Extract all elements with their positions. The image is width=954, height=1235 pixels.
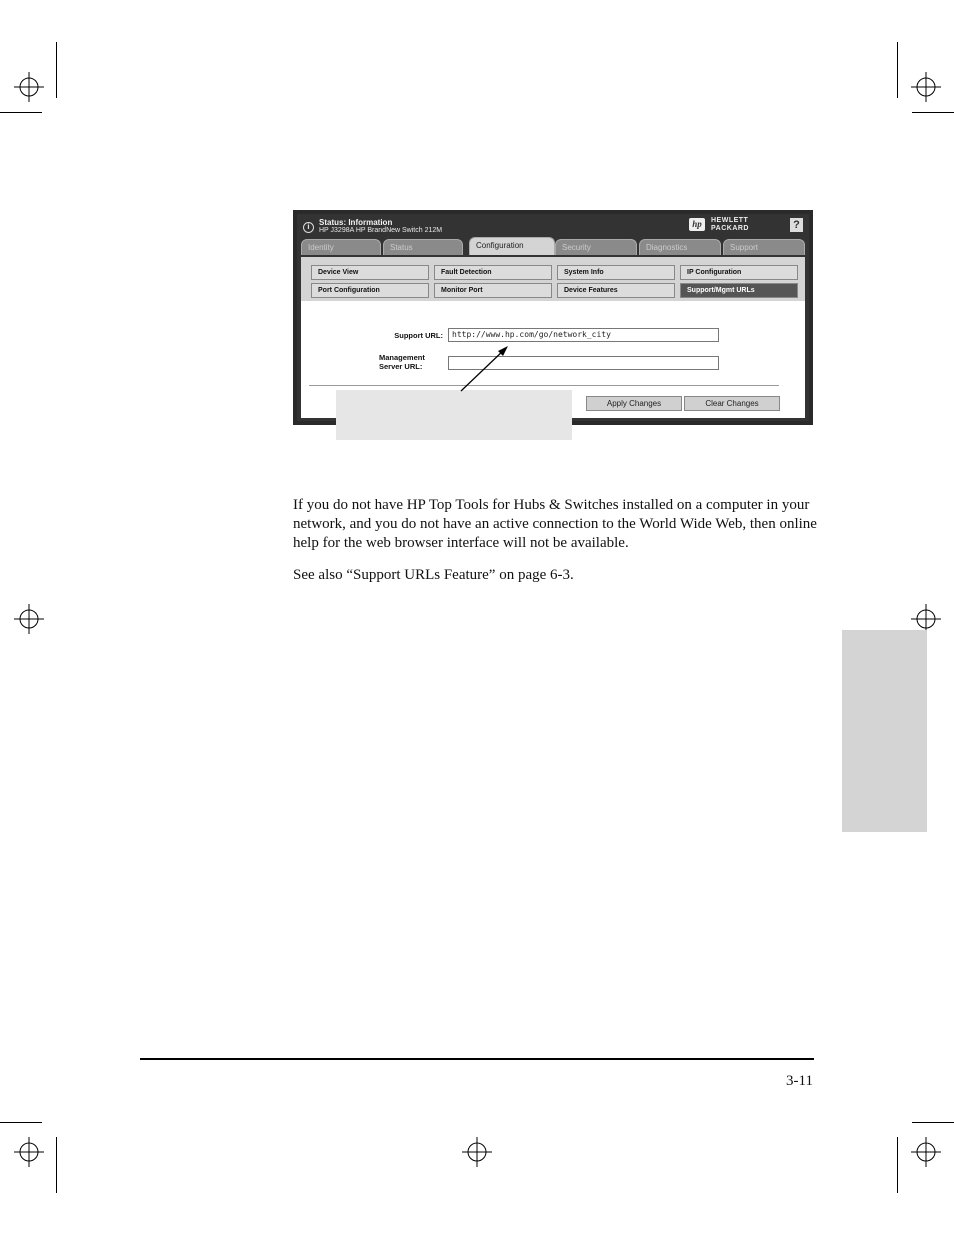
crop-mark — [912, 112, 954, 113]
help-button[interactable]: ? — [790, 218, 803, 232]
callout-box — [336, 390, 572, 440]
management-label-line2: Server URL: — [379, 362, 423, 371]
body-paragraph: If you do not have HP Top Tools for Hubs & Switches installed on a computer in your network, and you do not have an active connection to the World Wide Web, then online help for the web browser interface will not be available. — [293, 497, 817, 551]
tab-diagnostics[interactable]: Diagnostics — [639, 239, 721, 255]
chapter-thumb-tab — [842, 630, 927, 832]
status-title: Status: Information — [319, 218, 393, 227]
subtab-device-features[interactable]: Device Features — [557, 283, 675, 298]
management-label-line1: Management — [379, 353, 425, 362]
page-number: 3-11 — [786, 1073, 813, 1089]
registration-mark-icon — [14, 72, 44, 102]
crop-mark — [0, 112, 42, 113]
support-url-input[interactable]: http://www.hp.com/go/network_city — [448, 328, 719, 342]
crop-mark — [897, 1137, 898, 1193]
registration-mark-icon — [911, 1137, 941, 1167]
tab-configuration[interactable]: Configuration — [469, 237, 555, 255]
subtab-ip-configuration[interactable]: IP Configuration — [680, 265, 798, 280]
subtab-device-view[interactable]: Device View — [311, 265, 429, 280]
crop-mark — [56, 1137, 57, 1193]
hp-wordmark — [711, 217, 749, 233]
callout-arrow-icon — [455, 343, 515, 395]
registration-mark-icon — [14, 1137, 44, 1167]
hp-logo — [689, 217, 759, 233]
subtab-bar — [301, 257, 805, 301]
subtab-monitor-port[interactable]: Monitor Port — [434, 283, 552, 298]
apply-changes-button[interactable]: Apply Changes — [586, 396, 682, 411]
hp-wordmark-line1: HEWLETT — [711, 217, 749, 224]
tab-security[interactable]: Security — [555, 239, 637, 255]
support-url-label: Support URL: — [394, 331, 443, 340]
cross-reference-paragraph: See also “Support URLs Feature” on page 6-3. — [293, 567, 574, 583]
crop-mark — [912, 1122, 954, 1123]
crop-mark — [897, 42, 898, 98]
subtab-fault-detection[interactable]: Fault Detection — [434, 265, 552, 280]
tab-status[interactable]: Status — [383, 239, 463, 255]
form-separator — [309, 385, 779, 386]
crop-mark — [0, 1122, 42, 1123]
registration-mark-icon — [14, 604, 44, 634]
registration-mark-icon — [462, 1137, 492, 1167]
crop-mark — [56, 42, 57, 98]
hp-logo-icon: hp — [689, 218, 705, 231]
tab-identity[interactable]: Identity — [301, 239, 381, 255]
clear-changes-button[interactable]: Clear Changes — [684, 396, 780, 411]
subtab-support-mgmt-urls[interactable]: Support/Mgmt URLs — [680, 283, 798, 298]
hp-wordmark-line2: PACKARD — [711, 225, 749, 232]
subtab-system-info[interactable]: System Info — [557, 265, 675, 280]
info-icon: i — [303, 222, 314, 233]
device-name: HP J3298A HP BrandNew Switch 212M — [319, 227, 443, 234]
management-server-url-label — [363, 353, 439, 371]
footer-rule — [140, 1058, 814, 1060]
registration-mark-icon — [911, 72, 941, 102]
tab-support[interactable]: Support — [723, 239, 805, 255]
subtab-port-configuration[interactable]: Port Configuration — [311, 283, 429, 298]
